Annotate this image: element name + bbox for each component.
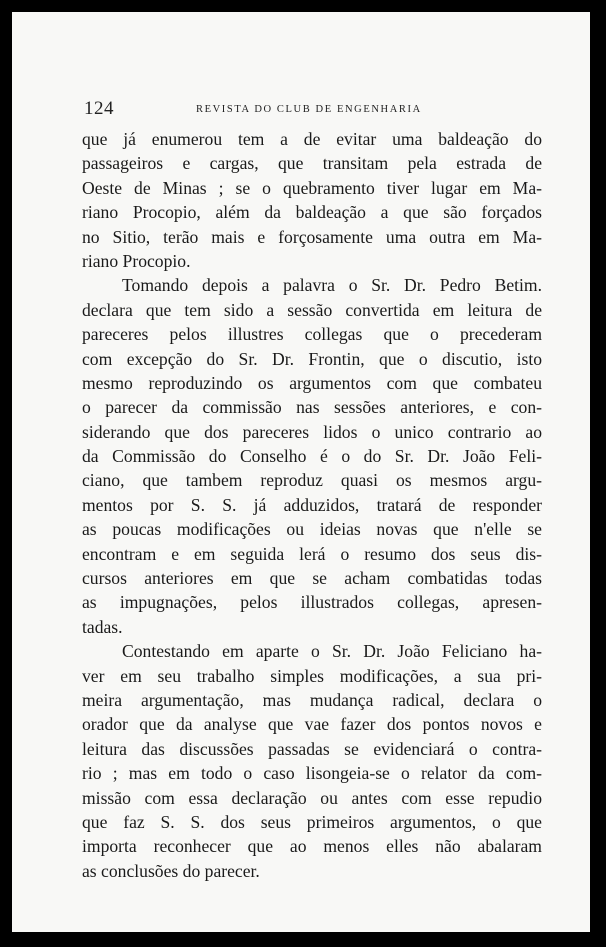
text-line: Tomando depois a palavra o Sr. Dr. Pedro Betim. — [122, 275, 542, 296]
page-header — [84, 98, 564, 122]
text-line: cursos anteriores em que se acham combatidas todas — [82, 568, 542, 589]
text-line: mentos por S. S. já adduzidos, tratará de responder — [82, 494, 542, 515]
paragraph — [82, 639, 542, 883]
text-line: com excepção do Sr. Dr. Frontin, que o discutio, isto — [82, 348, 542, 369]
paragraph — [82, 127, 542, 273]
text-line: que já enumerou tem a de evitar uma baldeação do — [82, 129, 542, 149]
text-line: passageiros e cargas, que transitam pela estrada de — [82, 153, 542, 174]
text-line: siderando que dos pareceres lidos o unico contrario ao — [82, 421, 542, 442]
text-line: pareceres pelos illustres collegas que o precederam — [82, 324, 542, 345]
text-line: declara que tem sido a sessão convertida em leitura de — [82, 299, 542, 320]
text-line: as conclusões do parecer. — [82, 860, 260, 881]
text-line: missão com essa declaração ou antes com esse repudio — [82, 787, 542, 808]
text-line: rio ; mas em todo o caso lisongeia-se o relator da com- — [82, 763, 542, 784]
text-line: riano Procopio. — [82, 250, 191, 271]
paragraph — [82, 273, 542, 639]
text-line: leitura das discussões passadas se evidenciará o contra- — [82, 738, 542, 759]
text-line: Oeste de Minas ; se o quebramento tiver lugar em Ma- — [82, 177, 542, 198]
text-line: Contestando em aparte o Sr. Dr. João Feliciano ha- — [122, 641, 542, 662]
text-line: importa reconhecer que ao menos elles não abalaram — [82, 836, 542, 857]
text-line: mesmo reproduzindo os argumentos com que combateu — [82, 372, 542, 393]
text-line: ciano, que tambem reproduz quasi os mesmos argu- — [82, 470, 542, 491]
text-line: o parecer da commissão nas sessões anteriores, e con- — [82, 397, 542, 418]
text-line: as poucas modificações ou ideias novas que n'elle se — [82, 519, 542, 540]
page-number: 124 — [84, 98, 114, 119]
text-line: da Commissão do Conselho é o do Sr. Dr. João Feli- — [82, 446, 542, 467]
running-head: REVISTA DO CLUB DE ENGENHARIA — [196, 104, 422, 115]
text-line: meira argumentação, mas mudança radical, declara o — [82, 689, 542, 710]
text-line: ver em seu trabalho simples modificações, a sua pri- — [82, 665, 542, 686]
body-text — [82, 127, 542, 883]
text-line: que faz S. S. dos seus primeiros argumentos, o que — [82, 811, 542, 832]
text-line: riano Procopio, além da baldeação a que são forçados — [82, 202, 542, 223]
text-line: orador que da analyse que vae fazer dos pontos novos e — [82, 714, 542, 735]
text-line: as impugnações, pelos illustrados collegas, apresen- — [82, 592, 542, 613]
book-page — [12, 12, 590, 932]
text-line: tadas. — [82, 616, 123, 637]
text-line: encontram e em seguida lerá o resumo dos seus dis- — [82, 543, 542, 564]
text-line: no Sitio, terão mais e forçosamente uma outra em Ma- — [82, 226, 542, 247]
